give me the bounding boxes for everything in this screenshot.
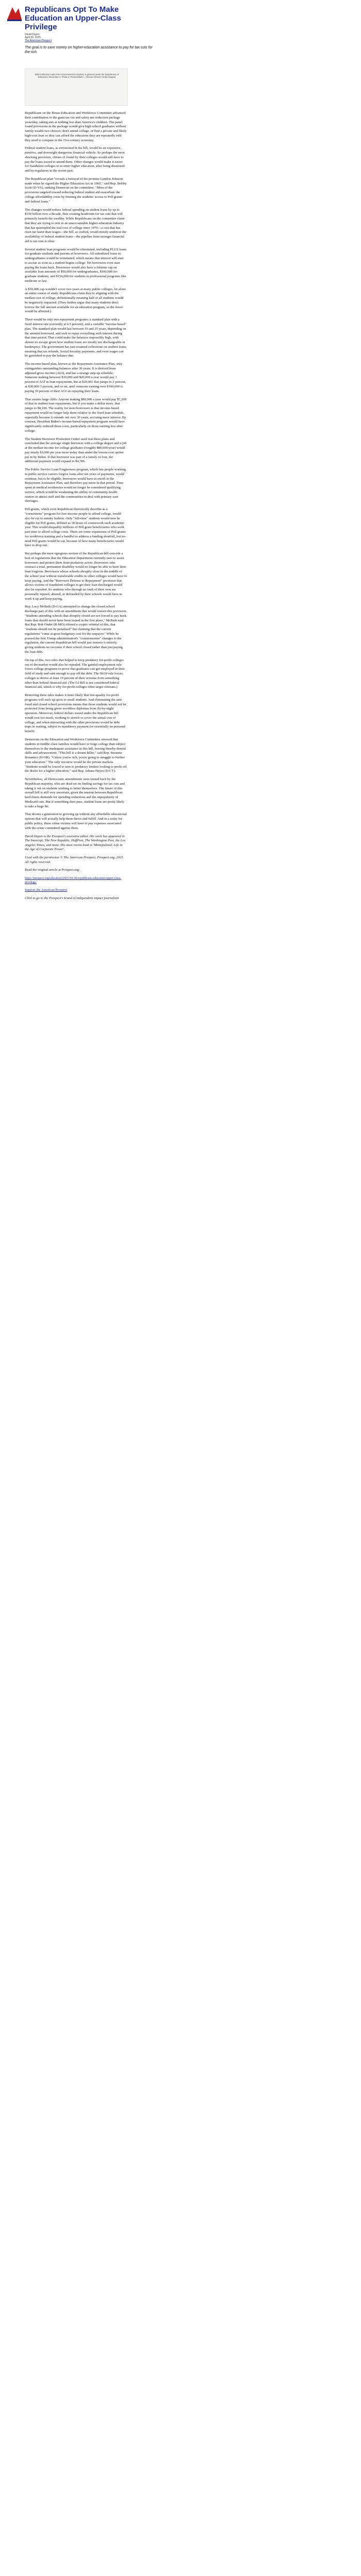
article-paragraph: But perhaps the most egregious section of the Republican bill concede a host of regulations that the Education Department currently uses to assist borrowers and protect them from predatory actors. Borrowers who contract a total, permanent disability would no longer be able to have their loan forgiven. Borrowers whose schools abruptly close in the middle of the school year without transferable credits to other colleges would have to keep paying. And the "Borrower Defense to Repayment" provision that allows victims of fraudulent colleges to get their loan discharged would also be repealed. So students who through no fault of their own are personally injured, abused, or defrauded by their schools would have to work it up and keep paying. <box>25 552 127 601</box>
article-paragraph: The income-based plan, known as the Repayment Assistance Plan, only extinguishes outstanding balances after 30 years. It is derived from adjusted gross income (AGI), and has a strange step-up schedule. Someone making between $10,000 and $20,000 a year would pay 1 percent of AGI in loan repayments, but at $20,001 that jumps to 2 percent, at $30,000 3 percent, and so on, until someone earning over $100,000 is paying 10 percent of their AGI on repaying their loans. <box>25 362 126 393</box>
author-bio <box>25 835 127 852</box>
author-bio-text: David Dayen is the Prospect's executive editor. His work has appeared in The Intercept, The New Republic, HuffPost, The Washington Post, the Los Angeles Times, and more. His most recent book is 'Monopolized: Life in the Age of Corporate Power'. <box>25 834 126 852</box>
article-headline: Republicans Opt To Make Education an Upper-Class Privilege <box>25 5 121 31</box>
site-logo[interactable] <box>5 5 24 23</box>
article-dek: The goal is to save money on higher-education assistance to pay for tax cuts for the rich. <box>25 46 153 54</box>
article-header <box>25 5 154 55</box>
permission-text: Used with the permission © The American Prospect, Prospect.org, 2025. All rights reserved. <box>25 856 124 864</box>
author-name: David Dayen <box>25 33 40 36</box>
article-paragraph: Removing these rules makes it more likely that low-quality for-profit programs will suck up spots to small students. And eliminating the anti-fraud and closed school provisions means that those students would not be protected from being given worthless diplomas from fly-by-night operators. Moreover, federal dollars issued under the Republican bill would cost too much, working to stretch or cover the actual cost of college, and when interacting with the other provisions would be debt traps in waiting, subject to mandatory payment for essentially no personal benefit. <box>25 693 126 734</box>
article-paragraph: A $50,000 cap wouldn't cover two years at many public colleges, let alone an entire course of study. Republicans claim they're aligning with the median cost of college, definitionally meaning half of all students would be negatively impacted. (They further argue that many students don't borrow the full amount available for an education program, so the fewer would be affected.) <box>25 287 126 314</box>
article-paragraph: The Republican plan "reveals a betrayal of the promise Lyndon Johnson made when he signed the Higher Education Act in 1965," said Rep. Bobby Scott (D-VA), ranking Democrat on the committee. "Most of the provisions targeted toward reducing federal student aid exacerbate the college affordability crisis by limiting the students' access to Pell grants and federal loans." <box>25 177 127 204</box>
article-paragraph: The Public Service Loan Forgiveness program, which lets people working in public service careers forgive loans after ten years of payments, would continue, but to be eligible, borrowers would have to enroll in the Repayment Assistance Plan, and therefore pay more in that period. Time spent in medical residencies would no longer be considered qualifying service, which would be weakening the ability of community health centers to attract staff and the communities to deal with primary care shortages. <box>25 468 126 503</box>
article-paragraph: Federal student loans, as envisioned in the bill, would be an expensive, punitive, and downright dangerous financial vehicle. So perhaps the most shocking provision, virtues of found by their colleges would still have to pay the loans issued to attend them. Other changes would make it easier for fraudulent colleges to re-enter higher education, after being dismissed and by-regulators in the recent past. <box>25 146 125 173</box>
publish-date: April 30, 2025 <box>25 36 41 39</box>
source-link[interactable]: The American Prospect <box>25 39 52 42</box>
article-paragraph: There would be only two repayment programs: a standard plan with a fixed interest rate (currently at 6.5 percent), and a variable "income-based" plan. The standard plan would last between 10 and 25 years, depending on the amount borrowed, and seek to repay everything with interest during that time period. That could make the balances impossibly high, with almost no escape given how student loans are mostly not dischargeable in bankruptcy. The government has just resumed collections on student loans, meaning that tax refunds, Social Security payments, and even wages can be garnished to pay the balance due. <box>25 318 127 358</box>
hero-image <box>25 69 128 106</box>
article-paragraph: Democrats on the Education and Workforce Committee stressed that students in middle-class families would have to forgo college than subject themselves to the inadequate assistance in this bill, leaving thereby denied skills and advancement. "This bill is a dream-killer," said Rep. Suzanne Bonamici (D-OR). "Unless you're rich, you're going to struggle to further your education." The only recourse would be the private markets. "Students would be forced to turn to predatory lenders looking to profit off the desire for a higher education," said Rep. Jahana Hayes (D-CT). <box>25 738 127 773</box>
article-paragraph: The Student Borrower Protection Center used real these plans and concluded that the average single borrower with a college degree and a job at the median income for college graduates (roughly $80,000/year) would pay nearly $3,000 per year more today than under the lowest-cost option put in by Biden. If that borrower was part of a family of four, the additional payment would expand to $4,786. <box>25 437 127 464</box>
article-paragraph: That creates large cliffs: Anyone making $80,000 a year would pay $7,200 of that in student loan repayments, but if you make a dollar more, that jumps to $8,100. The reality for most borrowers is that income-based repayment would no longer help them relative to the fixed loan schedule, especially because it extends out over 30 years, accruing more interest. By contrast, President Biden's income-based repayment program would have significantly reduced those costs, particularly on those earning less after college. <box>25 397 126 433</box>
paragraph-list <box>25 111 127 831</box>
original-article-link[interactable]: https://prospect.org/education/2025-04-30-republicans-education-upper-class-privilege/ <box>25 876 122 884</box>
article-paragraph: Republicans on the House Education and Workforce Committee advanced their contribution to the giant tax cut and safety net reduction package yesterday, taking aim at nothing less than America's children. The panel found provisions in the package would give high school graduates without family wealth two choices: don't attend college, or find a private and likely high-cost loan so they can afford the education they are repeatedly told they need to compete in the 21st-century economy. <box>25 111 127 142</box>
article-paragraph: Rep. Lucy McBath (D-GA) attempted to change the closed school discharge part of this with an amendment that would restore this provision. "Students attending schools that abruptly closed are not forced to pay back loans that should never have been issued in the first place," McBath said. But Rep. Bob Onder (R-MO) offered a cryptic rebuttal of this, that "students should not be penalized" but claiming that the current regulations "come at great budgetary cost for the taxpayer." While he praised the first Trump administration's "commonsense" changes to the regulation, the current Republican bill would just remove it entirely, giving students no recourse if their school closed rather than just paying the loan debt. <box>25 605 127 654</box>
article-paragraph: The changes would reduce federal spending on student loans by up to $330 billion over a decade, thus creating headroom for tax cuts that will primarily benefit the wealthy. While Republicans on the committee claim that they are trying to rein in an unaccountable higher-education industry that has quintupled the real cost of college since 1970—a cost that has risen far faster than wages—the bill, as crafted, would mostly undercut the availability of federal student loans—the pipeline from stronger financial aid to tax cuts is clear. <box>25 208 126 243</box>
article-paragraph: On top of this, two rules that helped to keep predatory for-profit colleges out of the market would also be repealed. The gainful employment rule forces college programs to prove that graduates can get employed in their field of study and earn enough to pay off the debt. The 90/10 rule forces colleges to derive at least 10 percent of their revenue from something other than federal financial aid. (The GI Bill is not considered federal financial aid, which is why for-profit colleges often target veterans.) <box>25 658 125 689</box>
read-original-label: Read the original article at Prospect.org: <box>25 868 80 872</box>
article-body <box>25 111 127 904</box>
support-blurb: Click to go to the Prospect's brand of independent impact journalism <box>25 896 119 900</box>
article-paragraph: Several student loan programs would be eliminated, including PLUS loans for graduate students and parents of borrowers. All subsidized loans to undergraduates would be terminated, which means that interest will start to accrue as soon as a student begins college. Yet borrowers even start paying the loans back. Borrowers would also have a lifetime cap on available loan amounts of $50,000 for undergraduates, $100,000 for graduate students, and $150,000 for students in professional programs like medicine or law. <box>25 247 127 283</box>
byline <box>25 33 154 42</box>
article-paragraph: Nevertheless, all Democratic amendments were turned back by the Republican majority, who are dead set on finding savings for tax cuts and taking it out on students wishing to better themselves. The future of this overall bill is still very uncertain, given the tension between Republican hard-liners demands for spending reductions and the unpopularity of Medicaid cuts. But if something does pass, student loans are pretty likely to take a huge hit. <box>25 777 125 808</box>
support-link[interactable]: Support the American Prospect <box>25 888 68 892</box>
article-paragraph: That dooms a generation to growing up without any affordable educational options that will actually help them thrive and fulfill. And in a rarity for public policy, these crime victims will have to pay expenses associated with the crime committed against them. <box>25 812 127 830</box>
permission-note <box>25 856 127 865</box>
image-caption: Debt Collection Letter from Government to Student, is pictured under the Department of Education, December 2. Photo 1: Pinterest/Keri... (Alexan Ahmed / Getty Images) <box>35 73 119 79</box>
article-paragraph: Pell grants, which even Republican rhetorically describe as a "cornerstone" program for low-income people to afford college, would also be cut in sneaky fashion. Only "full-time" students would now be eligible for Pell grants, defined as 30 hours of coursework each academic year. This would disqualify millions of Pell grant beneficiaries who work part-time to afford college costs. There are some expansions of Pell grants for workforce training and a handful to address a funding shortfall, but no-need Pell grants would be cut, because of how many beneficiaries would have to drop out. <box>25 507 126 548</box>
